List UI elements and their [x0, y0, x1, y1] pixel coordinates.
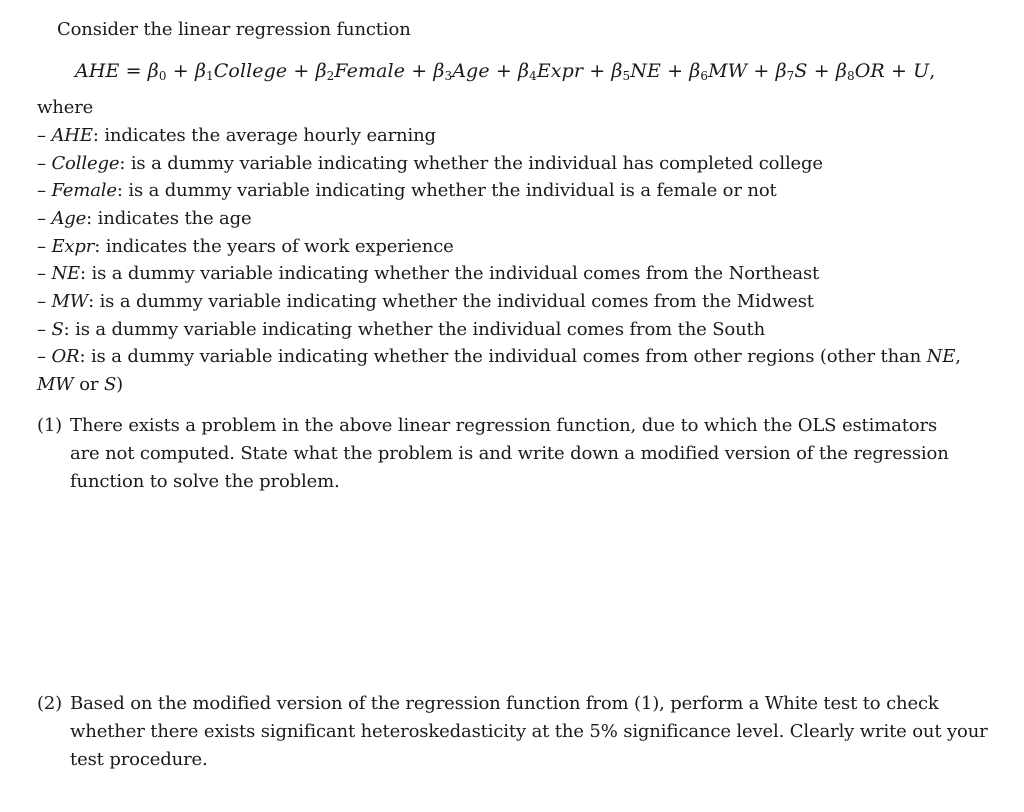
question-1-line-3: function to solve the problem.	[70, 471, 340, 492]
question-1-number: (1)	[37, 415, 63, 436]
question-2-line-1: Based on the modified version of the regression function from (1), perform a White test to check	[70, 693, 939, 714]
question-2-line-3: test procedure.	[70, 749, 208, 770]
definition-ahe: – AHE: indicates the average hourly earning	[37, 125, 436, 146]
definition-s: – S: is a dummy variable indicating whether the individual comes from the South	[37, 319, 766, 340]
question-2-number: (2)	[37, 693, 63, 714]
definition-college: – College: is a dummy variable indicating whether the individual has completed college	[37, 153, 823, 174]
definition-ne: – NE: is a dummy variable indicating whether the individual comes from the Northeast	[37, 263, 820, 284]
question-1-line-1: There exists a problem in the above linear regression function, due to which the OLS estimators	[70, 415, 938, 436]
where-label: where	[37, 97, 94, 118]
definition-or-continued: MW or S)	[37, 374, 123, 395]
definition-expr: – Expr: indicates the years of work experience	[37, 236, 454, 257]
question-2-line-2: whether there exists significant heteroskedasticity at the 5% significance level. Clearly write out your	[70, 721, 988, 742]
intro-text: Consider the linear regression function	[57, 19, 411, 40]
regression-equation: AHE = $\beta_0$ + $\beta_1College$ + $\beta_2Female + \beta_3Age$ + $\beta_4Expr + \beta_5NE + \beta_6MW + \beta_7S + \beta_8OR + U$,	[75, 60, 936, 83]
definition-or: – OR: is a dummy variable indicating whether the individual comes from other regions (other than NE,	[37, 346, 961, 367]
definition-age: – Age: indicates the age	[37, 208, 252, 229]
definition-mw: – MW: is a dummy variable indicating whether the individual comes from the Midwest	[37, 291, 814, 312]
question-1-line-2: are not computed. State what the problem is and write down a modified version of the regression	[70, 443, 949, 464]
definition-female: – Female: is a dummy variable indicating whether the individual is a female or not	[37, 180, 777, 201]
